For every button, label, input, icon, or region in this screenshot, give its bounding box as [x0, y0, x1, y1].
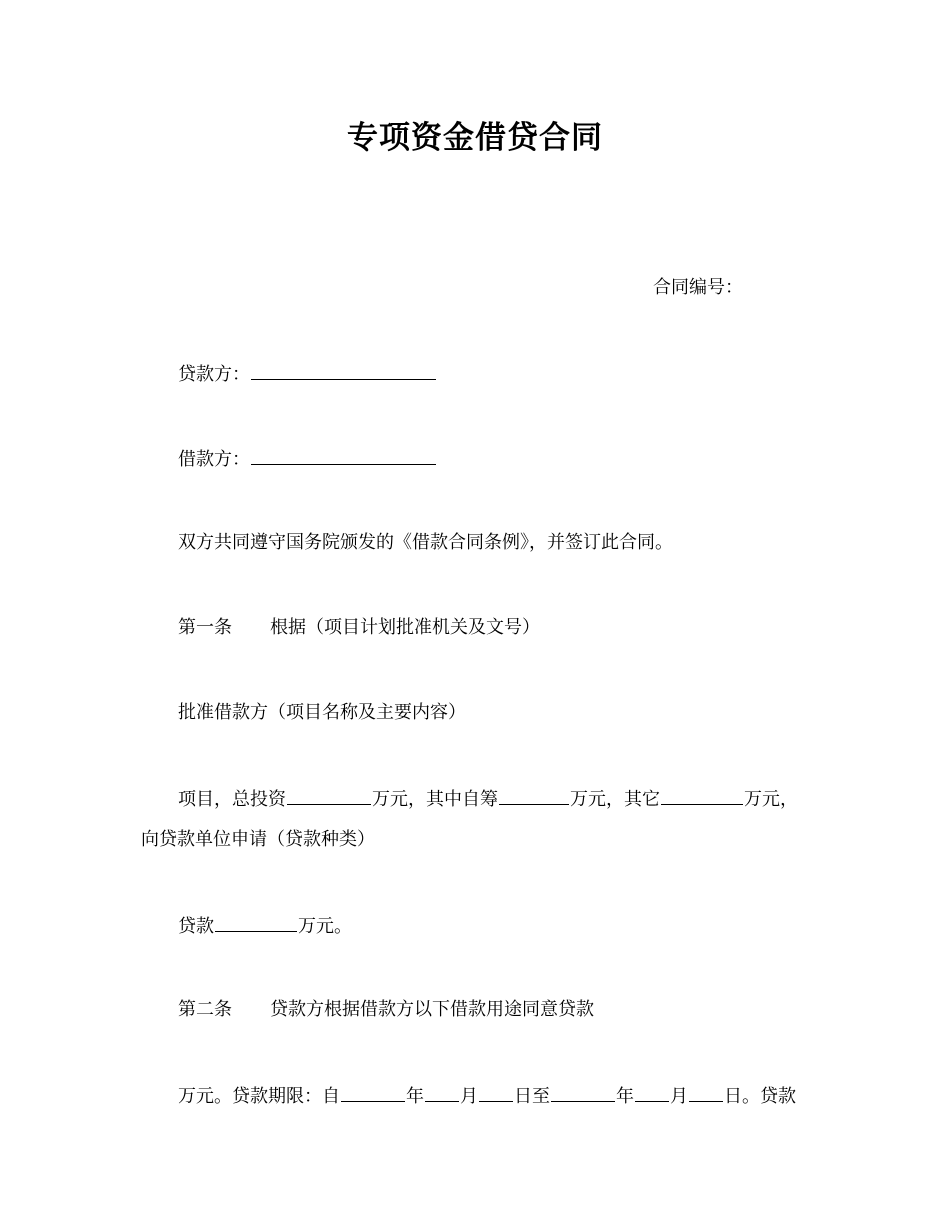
article1-heading: 第一条 — [178, 617, 232, 638]
article1-line2: 批准借款方（项目名称及主要内容） — [178, 702, 466, 723]
article2-heading: 第二条 — [178, 999, 232, 1020]
document-title: 专项资金借贷合同 — [347, 120, 603, 156]
borrower-label: 借款方： — [178, 449, 250, 470]
other-funds-blank — [661, 786, 743, 805]
article1-line3 — [178, 786, 798, 812]
article1-text-a: 项目，总投资 — [178, 789, 286, 810]
start-day-blank — [479, 1083, 513, 1102]
article1-text: 根据（项目计划批准机关及文号） — [270, 617, 540, 638]
start-month-unit: 月 — [460, 1086, 478, 1107]
article1-line5 — [178, 913, 352, 939]
self-raised-blank — [499, 786, 569, 805]
article1-text-d: 万元， — [744, 789, 798, 810]
article1-text-b: 万元，其中自筹 — [372, 789, 498, 810]
article1-line4: 向贷款单位申请（贷款种类） — [141, 829, 375, 850]
preamble-text: 双方共同遵守国务院颁发的《借款合同条例》，并签订此合同。 — [178, 532, 673, 553]
borrower-blank — [251, 446, 436, 465]
end-year-unit: 年 — [616, 1086, 634, 1107]
lender-blank — [251, 361, 436, 380]
article1-loan-label: 贷款 — [178, 916, 214, 937]
end-day-unit: 日。贷款 — [724, 1086, 796, 1107]
article2-line2 — [178, 1083, 796, 1109]
contract-number-label: 合同编号： — [653, 277, 743, 298]
end-day-blank — [689, 1083, 723, 1102]
borrower-line — [178, 446, 437, 472]
loan-amount-blank — [215, 913, 297, 932]
article1-text-c: 万元，其它 — [570, 789, 660, 810]
end-year-blank — [551, 1083, 615, 1102]
article1-line — [178, 616, 540, 640]
start-month-blank — [425, 1083, 459, 1102]
end-month-blank — [635, 1083, 669, 1102]
lender-line — [178, 361, 437, 387]
start-day-unit: 日至 — [514, 1086, 550, 1107]
lender-label: 贷款方： — [178, 364, 250, 385]
start-year-unit: 年 — [406, 1086, 424, 1107]
end-month-unit: 月 — [670, 1086, 688, 1107]
article2-text: 贷款方根据借款方以下借款用途同意贷款 — [270, 999, 594, 1020]
article1-loan-unit: 万元。 — [298, 916, 352, 937]
start-year-blank — [341, 1083, 405, 1102]
loan-term-label: 万元。贷款期限：自 — [178, 1086, 340, 1107]
article2-line — [178, 998, 594, 1022]
total-investment-blank — [287, 786, 371, 805]
